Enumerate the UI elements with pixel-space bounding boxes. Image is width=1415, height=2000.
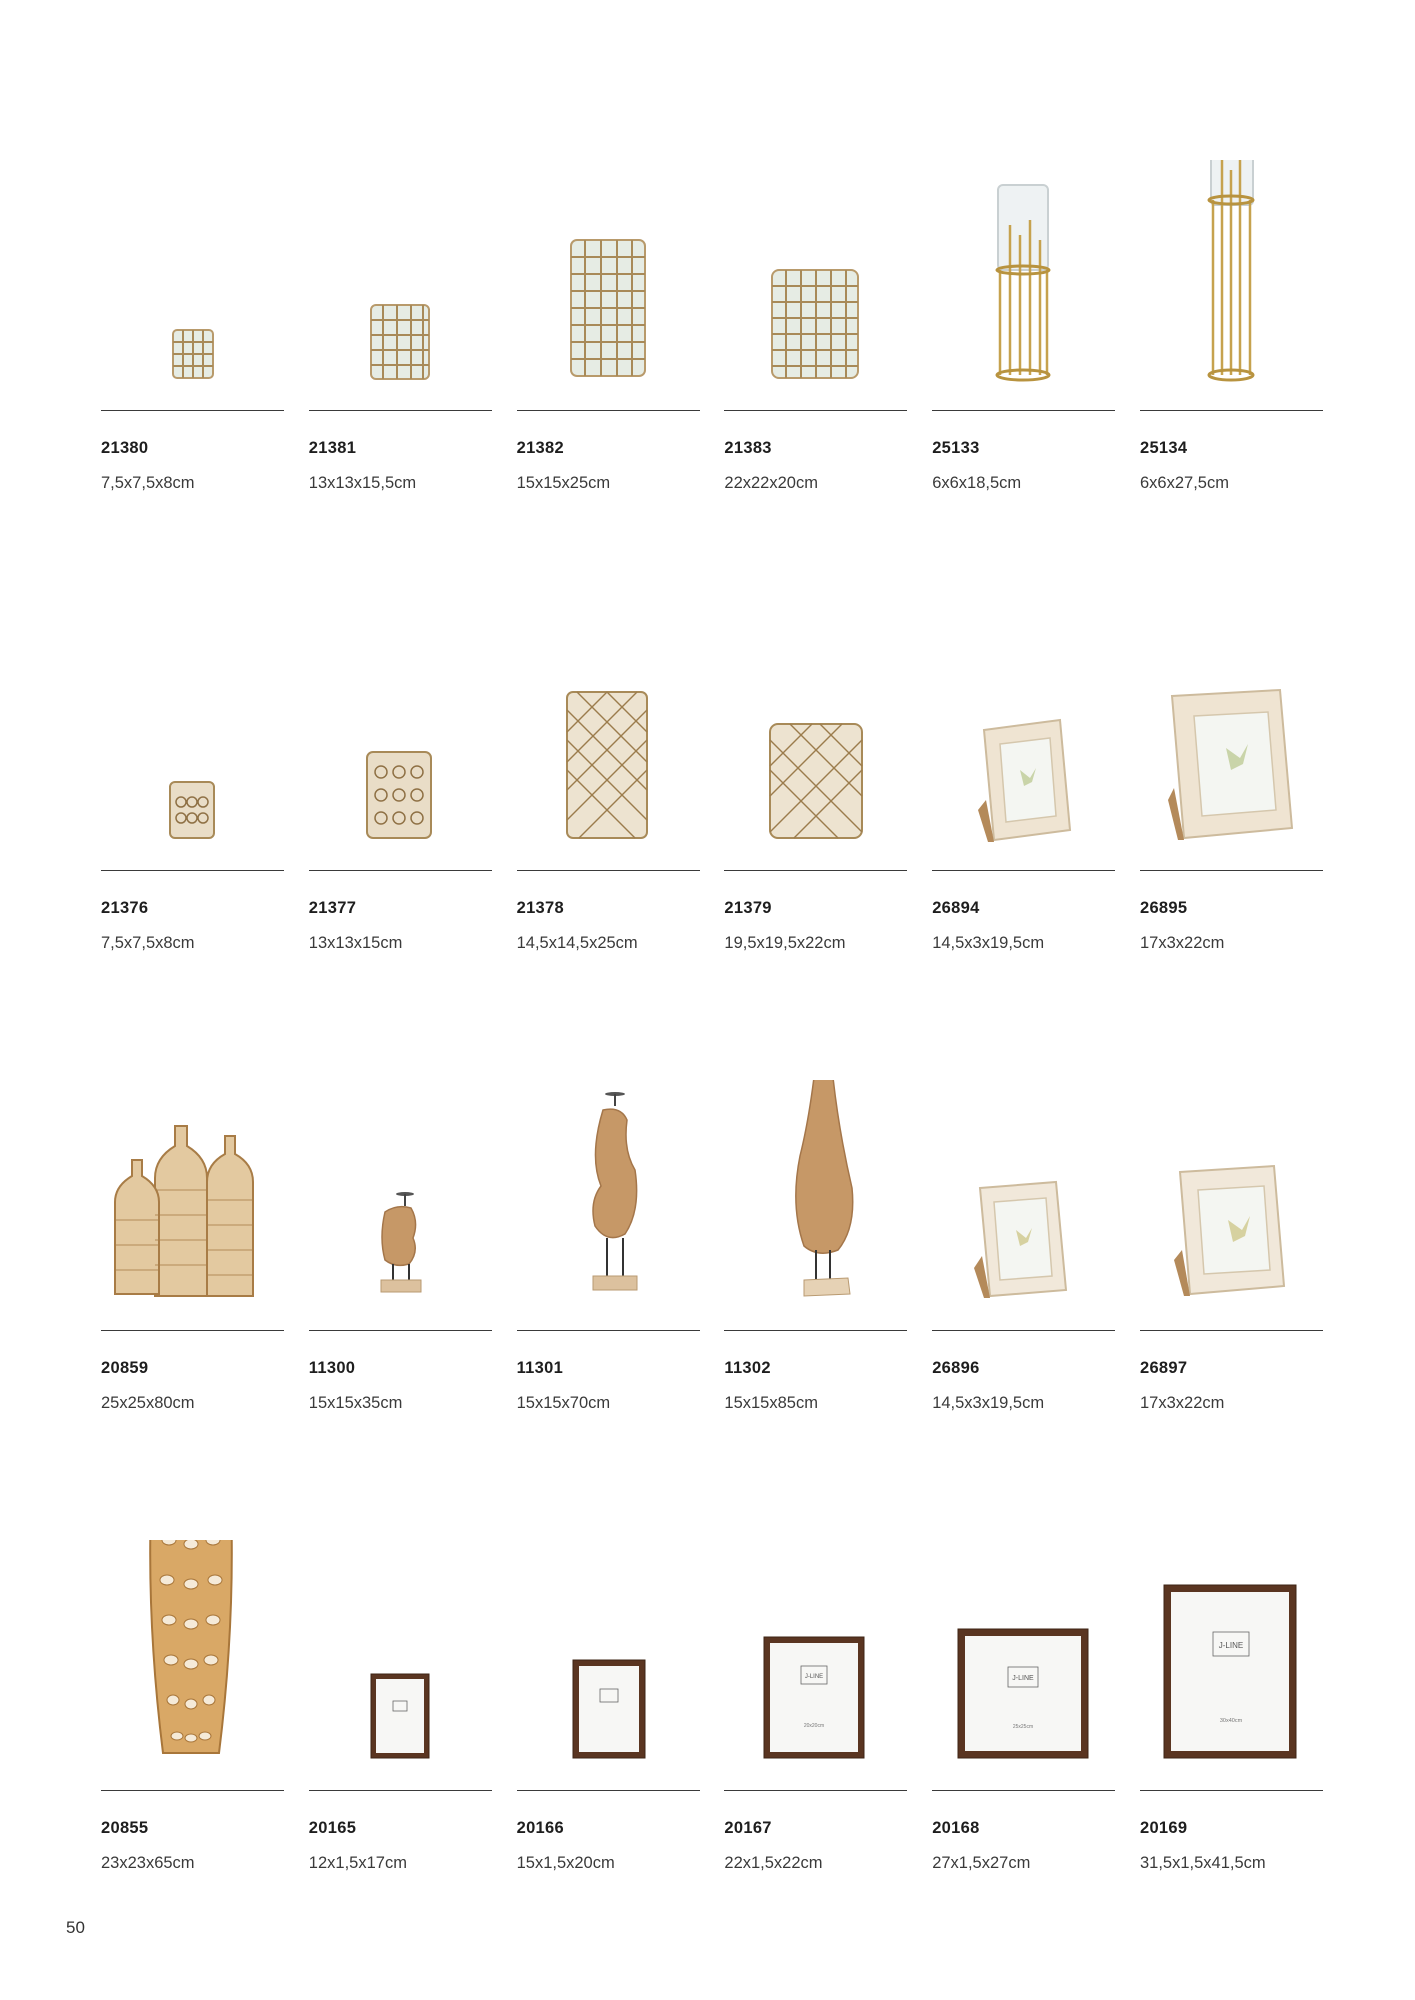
divider bbox=[724, 1790, 907, 1791]
divider bbox=[309, 1330, 492, 1331]
wood-photo-frame-icon bbox=[724, 1540, 907, 1790]
product-card[interactable] bbox=[724, 620, 907, 953]
frame-size-label: 30x40cm bbox=[1219, 1718, 1243, 1724]
product-card[interactable] bbox=[517, 620, 700, 953]
product-dimensions: 14,5x14,5x25cm bbox=[516, 934, 638, 952]
divider bbox=[517, 870, 700, 871]
divider bbox=[932, 410, 1115, 411]
product-card[interactable] bbox=[932, 160, 1115, 493]
product-dimensions: 7,5x7,5x8cm bbox=[101, 934, 195, 952]
divider bbox=[932, 1790, 1115, 1791]
product-card[interactable] bbox=[1140, 160, 1323, 493]
product-code: 20859 bbox=[101, 1359, 149, 1377]
product-card[interactable] bbox=[309, 1540, 492, 1873]
product-dimensions: 22x1,5x22cm bbox=[724, 1854, 823, 1872]
product-card[interactable] bbox=[1140, 1080, 1323, 1413]
shell-photo-frame-icon bbox=[1140, 1080, 1323, 1330]
product-code: 26895 bbox=[1139, 899, 1188, 917]
product-dimensions: 31,5x1,5x41,5cm bbox=[1139, 1854, 1266, 1872]
frame-brand-label: J-LINE bbox=[1012, 1675, 1034, 1682]
product-code: 21379 bbox=[724, 899, 772, 917]
frame-size-label: 25x25cm bbox=[1013, 1724, 1034, 1730]
product-card[interactable] bbox=[101, 1540, 284, 1873]
product-card[interactable] bbox=[932, 620, 1115, 953]
product-code: 20165 bbox=[308, 1819, 357, 1837]
rattan-bottles-icon bbox=[101, 1080, 284, 1330]
product-dimensions: 13x13x15cm bbox=[308, 934, 403, 952]
divider bbox=[724, 410, 907, 411]
product-card[interactable] bbox=[309, 160, 492, 493]
bamboo-lantern-icon bbox=[724, 160, 907, 410]
bamboo-lantern-icon bbox=[101, 160, 284, 410]
shell-photo-frame-icon bbox=[932, 1080, 1115, 1330]
product-code: 26897 bbox=[1139, 1359, 1188, 1377]
product-row bbox=[101, 160, 1323, 493]
divider bbox=[1140, 410, 1323, 411]
product-code: 21378 bbox=[516, 899, 564, 917]
product-dimensions: 17x3x22cm bbox=[1139, 1394, 1225, 1412]
product-dimensions: 6x6x27,5cm bbox=[1139, 474, 1229, 492]
woven-lantern-icon bbox=[101, 620, 284, 870]
product-code: 26894 bbox=[932, 899, 980, 917]
product-row bbox=[101, 1080, 1323, 1413]
product-card[interactable] bbox=[101, 1080, 284, 1413]
product-code: 26896 bbox=[932, 1359, 980, 1377]
page-number: 50 bbox=[66, 1918, 85, 1937]
product-code: 21383 bbox=[724, 439, 772, 457]
product-code: 21380 bbox=[101, 439, 149, 457]
product-code: 20167 bbox=[724, 1819, 772, 1837]
product-card[interactable] bbox=[932, 1080, 1115, 1413]
product-dimensions: 23x23x65cm bbox=[101, 1854, 195, 1872]
product-dimensions: 7,5x7,5x8cm bbox=[101, 474, 195, 492]
woven-lantern-icon bbox=[517, 620, 700, 870]
divider bbox=[932, 1330, 1115, 1331]
gold-glass-candleholder-icon bbox=[1140, 160, 1323, 410]
product-card[interactable] bbox=[932, 1540, 1115, 1873]
product-dimensions: 19,5x19,5x22cm bbox=[724, 934, 846, 952]
product-dimensions: 15x15x85cm bbox=[724, 1394, 818, 1412]
divider bbox=[724, 870, 907, 871]
product-dimensions: 15x15x25cm bbox=[516, 474, 611, 492]
divider bbox=[309, 410, 492, 411]
product-card[interactable] bbox=[309, 1080, 492, 1413]
driftwood-candleholder-icon bbox=[517, 1080, 700, 1330]
product-row bbox=[101, 1540, 1323, 1873]
divider bbox=[517, 410, 700, 411]
product-code: 20169 bbox=[1139, 1819, 1188, 1837]
divider bbox=[1140, 1330, 1323, 1331]
divider bbox=[517, 1330, 700, 1331]
product-code: 11301 bbox=[516, 1359, 564, 1377]
divider bbox=[309, 1790, 492, 1791]
product-card[interactable] bbox=[724, 1080, 907, 1413]
divider bbox=[101, 1330, 284, 1331]
bone-photo-frame-icon bbox=[932, 620, 1115, 870]
product-code: 20855 bbox=[101, 1819, 149, 1837]
product-card[interactable] bbox=[101, 620, 284, 953]
product-dimensions: 6x6x18,5cm bbox=[932, 474, 1022, 492]
divider bbox=[309, 870, 492, 871]
product-card[interactable] bbox=[101, 160, 284, 493]
product-dimensions: 27x1,5x27cm bbox=[932, 1854, 1031, 1872]
product-code: 21382 bbox=[516, 439, 564, 457]
product-code: 11300 bbox=[308, 1359, 356, 1377]
product-dimensions: 25x25x80cm bbox=[101, 1394, 195, 1412]
bamboo-lantern-icon bbox=[517, 160, 700, 410]
product-code: 21381 bbox=[308, 439, 357, 457]
bamboo-lantern-icon bbox=[309, 160, 492, 410]
bone-photo-frame-icon bbox=[1140, 620, 1323, 870]
divider bbox=[101, 870, 284, 871]
product-dimensions: 15x15x35cm bbox=[308, 1394, 403, 1412]
product-card[interactable] bbox=[517, 1080, 700, 1413]
product-row bbox=[101, 620, 1323, 953]
driftwood-candleholder-icon bbox=[724, 1080, 907, 1330]
product-card[interactable] bbox=[724, 1540, 907, 1873]
product-code: 21377 bbox=[308, 899, 357, 917]
product-card[interactable] bbox=[517, 160, 700, 493]
product-dimensions: 17x3x22cm bbox=[1139, 934, 1225, 952]
product-code: 25133 bbox=[932, 439, 980, 457]
product-card[interactable] bbox=[1140, 620, 1323, 953]
divider bbox=[1140, 1790, 1323, 1791]
woven-lantern-icon bbox=[724, 620, 907, 870]
product-code: 11302 bbox=[724, 1359, 771, 1377]
product-dimensions: 15x1,5x20cm bbox=[516, 1854, 615, 1872]
frame-size-label: 20x20cm bbox=[804, 1723, 825, 1729]
product-card[interactable] bbox=[309, 620, 492, 953]
divider bbox=[1140, 870, 1323, 871]
product-code: 21376 bbox=[101, 899, 149, 917]
product-card[interactable] bbox=[724, 160, 907, 493]
wood-photo-frame-icon bbox=[1140, 1540, 1323, 1790]
product-code: 25134 bbox=[1139, 439, 1188, 457]
product-card[interactable] bbox=[517, 1540, 700, 1873]
product-dimensions: 15x15x70cm bbox=[516, 1394, 611, 1412]
product-code: 20166 bbox=[516, 1819, 564, 1837]
divider bbox=[932, 870, 1115, 871]
wood-photo-frame-icon bbox=[517, 1540, 700, 1790]
rattan-vase-icon bbox=[101, 1540, 284, 1790]
divider bbox=[517, 1790, 700, 1791]
wood-photo-frame-icon bbox=[932, 1540, 1115, 1790]
product-dimensions: 13x13x15,5cm bbox=[308, 474, 417, 492]
product-code: 20168 bbox=[932, 1819, 980, 1837]
divider bbox=[724, 1330, 907, 1331]
product-dimensions: 22x22x20cm bbox=[724, 474, 818, 492]
woven-lantern-icon bbox=[309, 620, 492, 870]
gold-glass-candleholder-icon bbox=[932, 160, 1115, 410]
divider bbox=[101, 1790, 284, 1791]
product-dimensions: 14,5x3x19,5cm bbox=[932, 1394, 1045, 1412]
wood-photo-frame-icon bbox=[309, 1540, 492, 1790]
product-card[interactable] bbox=[1140, 1540, 1323, 1873]
product-dimensions: 12x1,5x17cm bbox=[308, 1854, 407, 1872]
driftwood-candleholder-icon bbox=[309, 1080, 492, 1330]
product-dimensions: 14,5x3x19,5cm bbox=[932, 934, 1045, 952]
divider bbox=[101, 410, 284, 411]
frame-brand-label: J-LINE bbox=[1218, 1641, 1244, 1650]
frame-brand-label: J-LINE bbox=[805, 1674, 824, 1680]
